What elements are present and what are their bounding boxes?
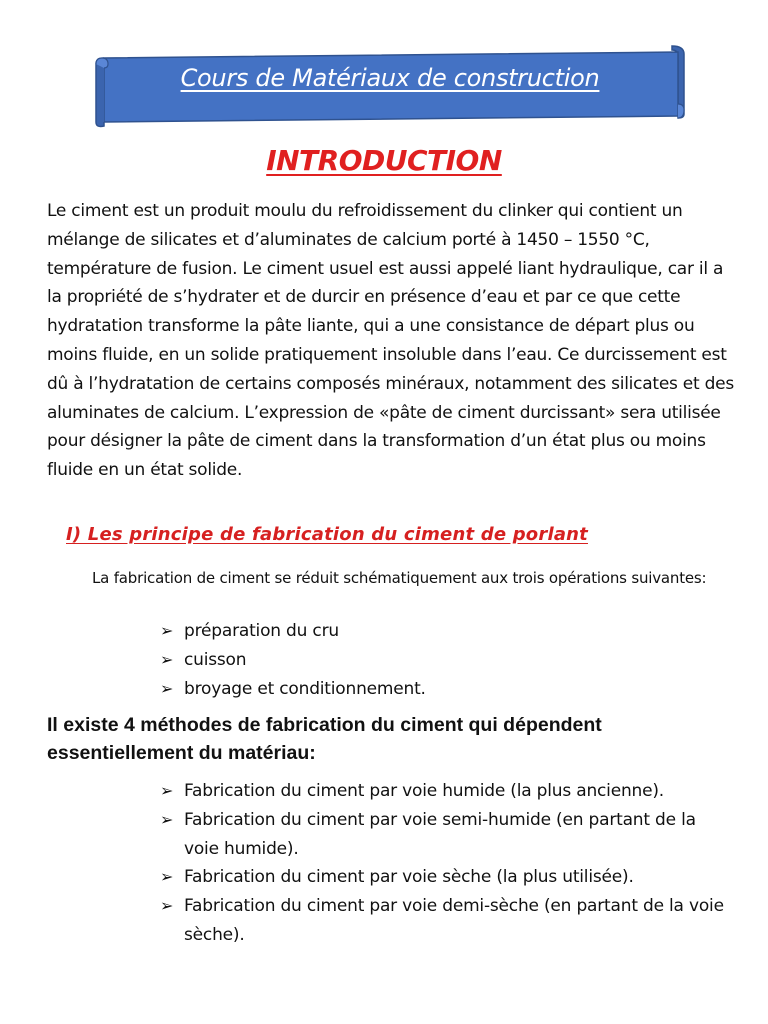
list-item-text: Fabrication du ciment par voie sèche (la plus utilisée).: [184, 867, 634, 888]
list-item-text: préparation du cru: [184, 621, 339, 641]
methods-heading: Il existe 4 méthodes de fabrication du ciment qui dépendent essentiellement du matériau:: [47, 714, 602, 764]
arrow-bullet-icon: ➢: [160, 781, 174, 800]
list-item: [160, 675, 720, 704]
list-item-text: Fabrication du ciment par voie demi-sèche (en partant de la voie sèche).: [184, 896, 724, 945]
intro-paragraph: Le ciment est un produit moulu du refroidissement du clinker qui contient un mélange de silicates et d’aluminates de calcium porté à 1450 – 1550 °C, température de fusion. Le ciment usuel est aussi appelé liant hydraulique, car il a la propriété de s’hydrater et de durcir en présence d’eau et par ce que cette hydratation transforme la pâte liante, qui a une consistance de départ plus ou moins fluide, en un solide pratiquement insoluble dans l’eau. Ce durcissement est dû à l’hydratation de certains composés minéraux, notamment des silicates et des aluminates de calcium. L’expression de «pâte de ciment durcissant» sera utilisée pour désigner la pâte de ciment dans la transformation d’un état plus ou moins fluide en un état solide.: [47, 201, 734, 481]
list-item: [160, 617, 720, 646]
arrow-bullet-icon: ➢: [160, 867, 174, 887]
list-item: [160, 863, 730, 892]
list-item-text: cuisson: [184, 649, 247, 670]
methods-list: [160, 777, 730, 950]
arrow-bullet-icon: ➢: [160, 621, 174, 640]
list-item: [160, 646, 720, 675]
fabrication-intro-text: La fabrication de ciment se réduit schématiquement aux trois opérations suivantes:: [92, 569, 707, 587]
arrow-bullet-icon: ➢: [160, 649, 174, 669]
arrow-bullet-icon: ➢: [160, 678, 174, 698]
intro-heading: INTRODUCTION: [266, 144, 502, 177]
operations-list: [160, 617, 720, 703]
course-title: Cours de Matériaux de construction: [180, 64, 600, 92]
list-item-text: Fabrication du ciment par voie semi-humide (en partant de la voie humide).: [184, 809, 696, 859]
list-item-text: broyage et conditionnement.: [184, 678, 426, 699]
list-item: [160, 892, 730, 950]
arrow-bullet-icon: ➢: [160, 896, 174, 916]
section-heading-fabrication: I) Les principe de fabrication du ciment de porlant: [66, 524, 588, 545]
list-item-text: Fabrication du ciment par voie humide (la plus ancienne).: [184, 781, 664, 801]
list-item: [160, 806, 730, 864]
list-item: [160, 777, 730, 806]
arrow-bullet-icon: ➢: [160, 809, 174, 829]
course-title-banner: [92, 44, 688, 128]
